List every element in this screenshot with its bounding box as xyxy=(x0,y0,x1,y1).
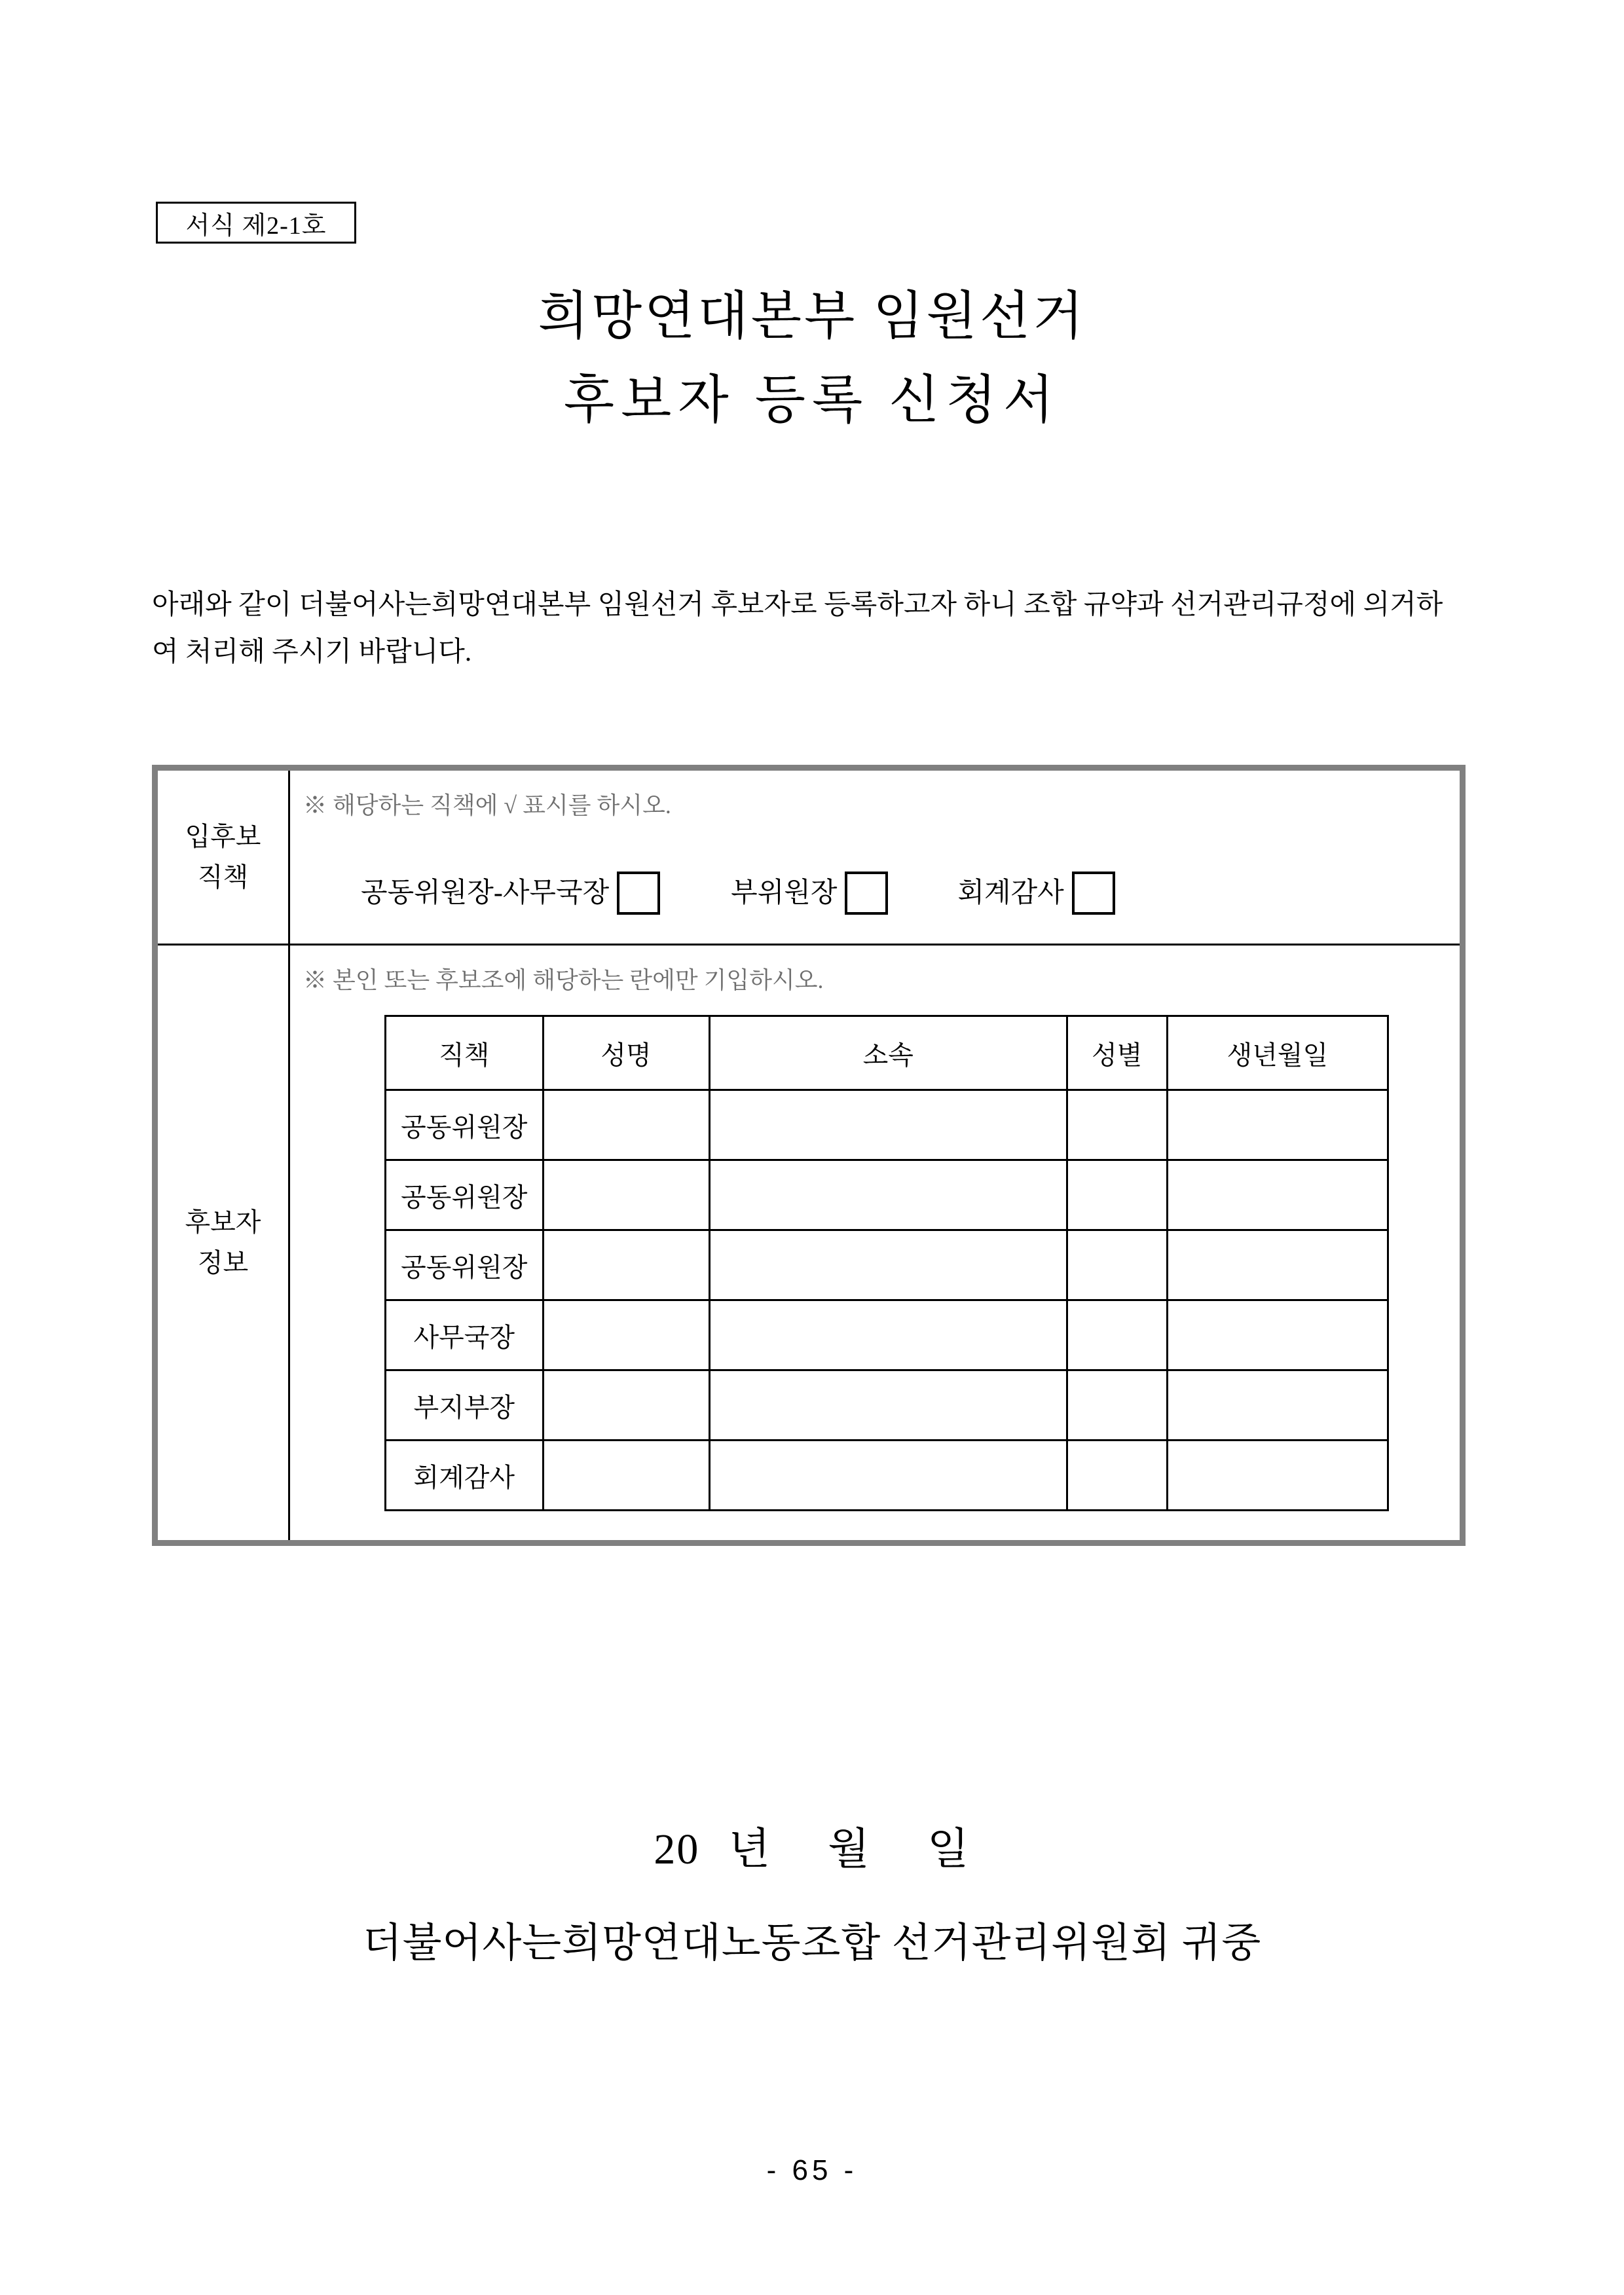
cell-role: 공동위원장 xyxy=(386,1230,544,1300)
page-number: - 65 - xyxy=(766,2154,858,2186)
document-title xyxy=(0,275,1624,443)
option-auditor-label: 회계감사 xyxy=(957,878,1064,908)
candidate-info-label xyxy=(158,946,290,1540)
cell-birth[interactable] xyxy=(1167,1300,1388,1370)
header-name: 성명 xyxy=(543,1016,709,1090)
cell-birth[interactable] xyxy=(1167,1090,1388,1160)
candidacy-position-body xyxy=(290,771,1460,944)
cell-gender[interactable] xyxy=(1067,1160,1167,1230)
cell-gender[interactable] xyxy=(1067,1300,1167,1370)
option-auditor[interactable] xyxy=(957,872,1115,915)
candidacy-instruction-note: ※ 해당하는 직책에 √ 표시를 하시오. xyxy=(303,792,671,818)
header-birth: 생년월일 xyxy=(1167,1016,1388,1090)
cell-name[interactable] xyxy=(543,1441,709,1511)
cell-birth[interactable] xyxy=(1167,1230,1388,1300)
title-line-2: 후보자 등록 신청서 xyxy=(563,372,1061,430)
option-cochair-secretary[interactable] xyxy=(361,872,660,915)
cell-org[interactable] xyxy=(709,1370,1067,1441)
application-form-table xyxy=(152,765,1466,1546)
cell-org[interactable] xyxy=(709,1300,1067,1370)
candidacy-position-label xyxy=(158,771,290,944)
table-row xyxy=(386,1230,1388,1300)
option-vice-chair-label: 부위원장 xyxy=(731,878,838,908)
cell-name[interactable] xyxy=(543,1230,709,1300)
cell-org[interactable] xyxy=(709,1441,1067,1511)
table-row xyxy=(386,1090,1388,1160)
signature-recipient: 더불어사는희망연대노동조합 선거관리위원회 귀중 xyxy=(362,1921,1262,1966)
cell-birth[interactable] xyxy=(1167,1441,1388,1511)
table-row xyxy=(386,1441,1388,1511)
cell-role: 회계감사 xyxy=(386,1441,544,1511)
cell-name[interactable] xyxy=(543,1370,709,1441)
cell-role: 공동위원장 xyxy=(386,1160,544,1230)
cell-role: 사무국장 xyxy=(386,1300,544,1370)
cell-gender[interactable] xyxy=(1067,1230,1167,1300)
candidacy-options-group xyxy=(303,872,1460,915)
cell-name[interactable] xyxy=(543,1090,709,1160)
date-year-label: 년 xyxy=(728,1826,772,1873)
header-gender: 성별 xyxy=(1067,1016,1167,1090)
cell-gender[interactable] xyxy=(1067,1090,1167,1160)
header-role: 직책 xyxy=(386,1016,544,1090)
date-year-prefix: 20 xyxy=(654,1826,700,1873)
date-line xyxy=(0,1820,1624,1879)
form-number-badge xyxy=(156,202,356,244)
checkbox-cochair-secretary[interactable] xyxy=(617,872,660,915)
cell-org[interactable] xyxy=(709,1160,1067,1230)
candidacy-label-line-2: 직책 xyxy=(197,862,249,892)
title-line-1: 희망연대본부 임원선거 xyxy=(538,288,1086,346)
candidate-info-label-line-1: 후보자 xyxy=(185,1207,261,1237)
candidacy-position-row xyxy=(158,771,1460,946)
checkbox-auditor[interactable] xyxy=(1072,872,1115,915)
candidacy-label-line-1: 입후보 xyxy=(185,822,261,851)
cell-name[interactable] xyxy=(543,1300,709,1370)
intro-paragraph xyxy=(152,581,1473,676)
cell-gender[interactable] xyxy=(1067,1370,1167,1441)
candidate-info-instruction-note: ※ 본인 또는 후보조에 해당하는 란에만 기입하시오. xyxy=(303,967,824,993)
form-number-text: 서식 제2-1호 xyxy=(185,211,327,240)
candidate-table-wrapper xyxy=(303,998,1460,1540)
table-row xyxy=(386,1160,1388,1230)
option-cochair-secretary-label: 공동위원장-사무국장 xyxy=(361,878,610,908)
candidate-info-row xyxy=(158,946,1460,1540)
table-row xyxy=(386,1300,1388,1370)
cell-gender[interactable] xyxy=(1067,1441,1167,1511)
table-row xyxy=(386,1370,1388,1441)
cell-birth[interactable] xyxy=(1167,1370,1388,1441)
option-vice-chair[interactable] xyxy=(731,872,888,915)
candidate-info-body xyxy=(290,946,1460,1540)
candidate-info-label-line-2: 정보 xyxy=(197,1248,249,1277)
cell-org[interactable] xyxy=(709,1230,1067,1300)
cell-role: 공동위원장 xyxy=(386,1090,544,1160)
cell-role: 부지부장 xyxy=(386,1370,544,1441)
header-org: 소속 xyxy=(709,1016,1067,1090)
cell-org[interactable] xyxy=(709,1090,1067,1160)
candidate-table-header-row xyxy=(386,1016,1388,1090)
checkbox-vice-chair[interactable] xyxy=(845,872,888,915)
cell-birth[interactable] xyxy=(1167,1160,1388,1230)
intro-line-1: 아래와 같이 더불어사는희망연대본부 임원선거 후보자로 등록하고자 하니 조합 규약과 선거관리규정에 의거하 xyxy=(152,590,1443,620)
cell-name[interactable] xyxy=(543,1160,709,1230)
intro-line-2: 여 처리해 주시기 바랍니다. xyxy=(152,637,472,667)
date-day-label: 일 xyxy=(927,1826,970,1873)
date-month-label: 월 xyxy=(828,1826,871,1873)
candidate-table xyxy=(384,1015,1389,1511)
